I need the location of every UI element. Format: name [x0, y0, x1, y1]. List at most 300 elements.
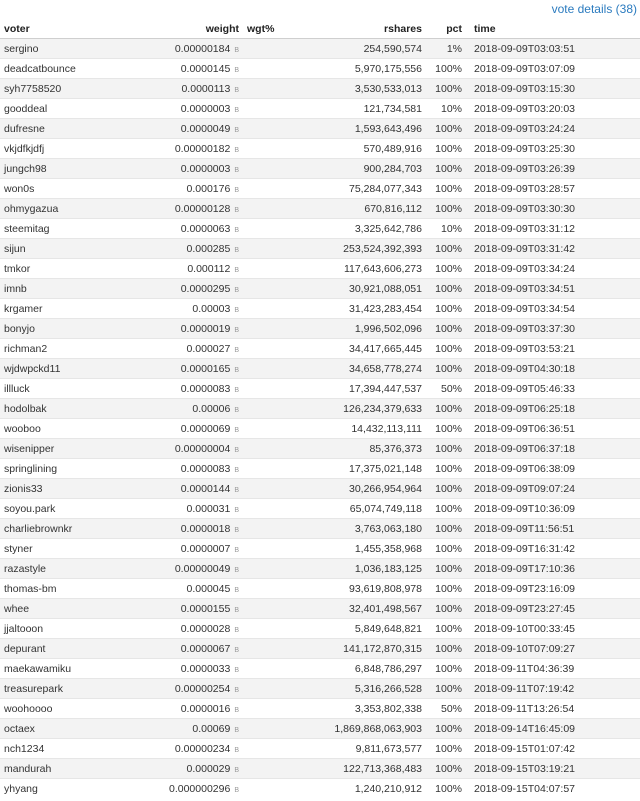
- rshares-cell: 6,848,786,297: [293, 659, 426, 679]
- rshares-cell: 34,658,778,274: [293, 359, 426, 379]
- weight-cell: [118, 639, 243, 659]
- weight-cell: [118, 779, 243, 799]
- voter-link[interactable]: wisenipper: [0, 439, 118, 459]
- rshares-cell: 5,316,266,528: [293, 679, 426, 699]
- weight-unit: B: [234, 326, 239, 334]
- pct-cell: 100%: [426, 519, 466, 539]
- weight-cell: [118, 599, 243, 619]
- weight-cell: [118, 79, 243, 99]
- wgtpct-cell: [243, 599, 293, 619]
- time-cell: 2018-09-09T17:10:36: [466, 559, 640, 579]
- voter-link[interactable]: wooboo: [0, 419, 118, 439]
- table-row: [0, 719, 640, 739]
- weight-cell: [118, 39, 243, 59]
- weight-unit: B: [234, 566, 239, 574]
- weight-unit: B: [234, 526, 239, 534]
- weight-unit: B: [234, 286, 239, 294]
- weight-unit: B: [234, 706, 239, 714]
- pct-cell: 100%: [426, 579, 466, 599]
- wgtpct-cell: [243, 559, 293, 579]
- pct-cell: 100%: [426, 539, 466, 559]
- pct-cell: 100%: [426, 319, 466, 339]
- weight-unit: B: [234, 246, 239, 254]
- rshares-cell: 1,455,358,968: [293, 539, 426, 559]
- voter-link[interactable]: yhyang: [0, 779, 118, 799]
- weight-value: 0.0000165: [180, 362, 231, 375]
- table-row: [0, 619, 640, 639]
- voter-link[interactable]: treasurepark: [0, 679, 118, 699]
- time-cell: 2018-09-09T03:34:24: [466, 259, 640, 279]
- wgtpct-cell: [243, 779, 293, 799]
- weight-unit: B: [234, 106, 239, 114]
- weight-unit: B: [234, 546, 239, 554]
- time-cell: 2018-09-09T03:03:51: [466, 39, 640, 59]
- col-header-weight[interactable]: weight: [118, 20, 243, 39]
- weight-unit: B: [234, 506, 239, 514]
- voter-link[interactable]: jjaltooon: [0, 619, 118, 639]
- rshares-cell: 141,172,870,315: [293, 639, 426, 659]
- table-header-row: [0, 20, 640, 39]
- voter-link[interactable]: tmkor: [0, 259, 118, 279]
- weight-value: 0.000285: [186, 242, 231, 255]
- weight-value: 0.0000083: [180, 382, 231, 395]
- wgtpct-cell: [243, 439, 293, 459]
- table-row: [0, 299, 640, 319]
- weight-cell: [118, 619, 243, 639]
- weight-unit: B: [234, 426, 239, 434]
- weight-unit: B: [234, 46, 239, 54]
- wgtpct-cell: [243, 399, 293, 419]
- rshares-cell: 5,849,648,821: [293, 619, 426, 639]
- time-cell: 2018-09-09T05:46:33: [466, 379, 640, 399]
- wgtpct-cell: [243, 119, 293, 139]
- weight-cell: [118, 299, 243, 319]
- voter-link[interactable]: charliebrownkr: [0, 519, 118, 539]
- time-cell: 2018-09-09T03:15:30: [466, 79, 640, 99]
- weight-unit: B: [234, 686, 239, 694]
- col-header-pct[interactable]: pct: [426, 20, 466, 39]
- wgtpct-cell: [243, 139, 293, 159]
- pct-cell: 100%: [426, 279, 466, 299]
- rshares-cell: 121,734,581: [293, 99, 426, 119]
- pct-cell: 100%: [426, 599, 466, 619]
- time-cell: 2018-09-09T23:16:09: [466, 579, 640, 599]
- wgtpct-cell: [243, 299, 293, 319]
- wgtpct-cell: [243, 259, 293, 279]
- table-row: [0, 499, 640, 519]
- rshares-cell: 85,376,373: [293, 439, 426, 459]
- rshares-cell: 34,417,665,445: [293, 339, 426, 359]
- table-row: [0, 179, 640, 199]
- voter-link[interactable]: soyou.park: [0, 499, 118, 519]
- voter-link[interactable]: depurant: [0, 639, 118, 659]
- voter-link[interactable]: illluck: [0, 379, 118, 399]
- table-row: [0, 459, 640, 479]
- time-cell: 2018-09-09T10:36:09: [466, 499, 640, 519]
- weight-cell: [118, 719, 243, 739]
- rshares-cell: 31,423,283,454: [293, 299, 426, 319]
- weight-cell: [118, 359, 243, 379]
- weight-unit: B: [234, 406, 239, 414]
- voter-link[interactable]: mandurah: [0, 759, 118, 779]
- wgtpct-cell: [243, 739, 293, 759]
- voter-link[interactable]: hodolbak: [0, 399, 118, 419]
- voter-link[interactable]: imnb: [0, 279, 118, 299]
- time-cell: 2018-09-09T09:07:24: [466, 479, 640, 499]
- rshares-cell: 14,432,113,111: [293, 419, 426, 439]
- vote-details-link[interactable]: vote details (38): [551, 2, 637, 16]
- wgtpct-cell: [243, 499, 293, 519]
- time-cell: 2018-09-09T04:30:18: [466, 359, 640, 379]
- table-row: [0, 779, 640, 799]
- pct-cell: 100%: [426, 459, 466, 479]
- weight-value: 0.0000007: [180, 542, 231, 555]
- weight-value: 0.000029: [186, 762, 231, 775]
- weight-value: 0.00000184: [174, 42, 231, 55]
- time-cell: 2018-09-09T16:31:42: [466, 539, 640, 559]
- weight-value: 0.0000028: [180, 622, 231, 635]
- weight-unit: B: [234, 126, 239, 134]
- time-cell: 2018-09-14T16:45:09: [466, 719, 640, 739]
- rshares-cell: 75,284,077,343: [293, 179, 426, 199]
- weight-cell: [118, 539, 243, 559]
- voter-link[interactable]: styner: [0, 539, 118, 559]
- table-row: [0, 99, 640, 119]
- pct-cell: 100%: [426, 399, 466, 419]
- time-cell: 2018-09-11T04:36:39: [466, 659, 640, 679]
- weight-unit: B: [234, 386, 239, 394]
- table-row: [0, 559, 640, 579]
- voter-link[interactable]: sergino: [0, 39, 118, 59]
- rshares-cell: 1,593,643,496: [293, 119, 426, 139]
- time-cell: 2018-09-09T23:27:45: [466, 599, 640, 619]
- rshares-cell: 9,811,673,577: [293, 739, 426, 759]
- wgtpct-cell: [243, 99, 293, 119]
- wgtpct-cell: [243, 419, 293, 439]
- col-header-wgtpct[interactable]: wgt%: [243, 20, 293, 39]
- rshares-cell: 3,353,802,338: [293, 699, 426, 719]
- wgtpct-cell: [243, 319, 293, 339]
- weight-value: 0.0000067: [180, 642, 231, 655]
- rshares-cell: 117,643,606,273: [293, 259, 426, 279]
- table-row: [0, 319, 640, 339]
- weight-cell: [118, 579, 243, 599]
- weight-cell: [118, 499, 243, 519]
- weight-value: 0.0000155: [180, 602, 231, 615]
- wgtpct-cell: [243, 619, 293, 639]
- weight-cell: [118, 179, 243, 199]
- weight-cell: [118, 199, 243, 219]
- col-header-time[interactable]: time: [466, 20, 640, 39]
- voter-link[interactable]: jungch98: [0, 159, 118, 179]
- voter-link[interactable]: woohoooo: [0, 699, 118, 719]
- voter-link[interactable]: dufresne: [0, 119, 118, 139]
- wgtpct-cell: [243, 679, 293, 699]
- wgtpct-cell: [243, 339, 293, 359]
- time-cell: 2018-09-09T03:24:24: [466, 119, 640, 139]
- pct-cell: 100%: [426, 719, 466, 739]
- voter-link[interactable]: steemitag: [0, 219, 118, 239]
- pct-cell: 50%: [426, 379, 466, 399]
- wgtpct-cell: [243, 459, 293, 479]
- wgtpct-cell: [243, 479, 293, 499]
- weight-value: 0.00003: [192, 302, 231, 315]
- table-row: [0, 599, 640, 619]
- weight-value: 0.0000295: [180, 282, 231, 295]
- weight-cell: [118, 279, 243, 299]
- weight-value: 0.0000003: [180, 162, 231, 175]
- voter-link[interactable]: nch1234: [0, 739, 118, 759]
- table-row: [0, 119, 640, 139]
- table-row: [0, 439, 640, 459]
- weight-unit: B: [234, 146, 239, 154]
- voter-link[interactable]: zionis33: [0, 479, 118, 499]
- voter-link[interactable]: whee: [0, 599, 118, 619]
- table-row: [0, 279, 640, 299]
- pct-cell: 100%: [426, 119, 466, 139]
- voter-link[interactable]: syh7758520: [0, 79, 118, 99]
- weight-value: 0.000027: [186, 342, 231, 355]
- weight-cell: [118, 679, 243, 699]
- pct-cell: 100%: [426, 159, 466, 179]
- voter-link[interactable]: deadcatbounce: [0, 59, 118, 79]
- table-row: [0, 739, 640, 759]
- rshares-cell: 30,921,088,051: [293, 279, 426, 299]
- weight-cell: [118, 159, 243, 179]
- weight-unit: B: [234, 186, 239, 194]
- table-row: [0, 479, 640, 499]
- table-row: [0, 259, 640, 279]
- weight-unit: B: [234, 166, 239, 174]
- pct-cell: 10%: [426, 219, 466, 239]
- weight-cell: [118, 399, 243, 419]
- time-cell: 2018-09-09T06:37:18: [466, 439, 640, 459]
- wgtpct-cell: [243, 39, 293, 59]
- weight-cell: [118, 219, 243, 239]
- table-row: [0, 339, 640, 359]
- wgtpct-cell: [243, 279, 293, 299]
- col-header-voter[interactable]: voter: [0, 20, 118, 39]
- voter-link[interactable]: thomas-bm: [0, 579, 118, 599]
- time-cell: 2018-09-15T01:07:42: [466, 739, 640, 759]
- time-cell: 2018-09-10T00:33:45: [466, 619, 640, 639]
- weight-value: 0.000176: [186, 182, 231, 195]
- table-row: [0, 379, 640, 399]
- weight-cell: [118, 239, 243, 259]
- voter-link[interactable]: won0s: [0, 179, 118, 199]
- time-cell: 2018-09-09T03:31:42: [466, 239, 640, 259]
- pct-cell: 100%: [426, 779, 466, 799]
- rshares-cell: 3,530,533,013: [293, 79, 426, 99]
- rshares-cell: 570,489,916: [293, 139, 426, 159]
- table-row: [0, 659, 640, 679]
- table-row: [0, 399, 640, 419]
- wgtpct-cell: [243, 759, 293, 779]
- rshares-cell: 32,401,498,567: [293, 599, 426, 619]
- weight-value: 0.0000145: [180, 62, 231, 75]
- wgtpct-cell: [243, 539, 293, 559]
- weight-unit: B: [234, 366, 239, 374]
- table-row: [0, 699, 640, 719]
- pct-cell: 100%: [426, 619, 466, 639]
- table-row: [0, 159, 640, 179]
- pct-cell: 100%: [426, 419, 466, 439]
- voter-link[interactable]: springlining: [0, 459, 118, 479]
- weight-unit: B: [234, 446, 239, 454]
- voter-link[interactable]: gooddeal: [0, 99, 118, 119]
- weight-value: 0.0000003: [180, 102, 231, 115]
- table-row: [0, 579, 640, 599]
- time-cell: 2018-09-11T13:26:54: [466, 699, 640, 719]
- voter-link[interactable]: bonyjo: [0, 319, 118, 339]
- weight-value: 0.0000083: [180, 462, 231, 475]
- weight-unit: B: [234, 206, 239, 214]
- wgtpct-cell: [243, 79, 293, 99]
- weight-value: 0.0000033: [180, 662, 231, 675]
- weight-cell: [118, 259, 243, 279]
- weight-unit: B: [234, 306, 239, 314]
- rshares-cell: 93,619,808,978: [293, 579, 426, 599]
- wgtpct-cell: [243, 519, 293, 539]
- weight-value: 0.0000113: [181, 82, 231, 95]
- voter-link[interactable]: sijun: [0, 239, 118, 259]
- weight-unit: B: [234, 86, 239, 94]
- weight-value: 0.00000049: [174, 562, 231, 575]
- wgtpct-cell: [243, 659, 293, 679]
- col-header-rshares[interactable]: rshares: [293, 20, 426, 39]
- table-row: [0, 79, 640, 99]
- time-cell: 2018-09-09T03:28:57: [466, 179, 640, 199]
- weight-cell: [118, 419, 243, 439]
- weight-cell: [118, 479, 243, 499]
- rshares-cell: 122,713,368,483: [293, 759, 426, 779]
- table-row: [0, 419, 640, 439]
- voter-link[interactable]: maekawamiku: [0, 659, 118, 679]
- table-row: [0, 39, 640, 59]
- rshares-cell: 253,524,392,393: [293, 239, 426, 259]
- weight-unit: B: [234, 786, 239, 794]
- rshares-cell: 17,375,021,148: [293, 459, 426, 479]
- weight-value: 0.0000019: [180, 322, 231, 335]
- weight-value: 0.0000144: [180, 482, 231, 495]
- pct-cell: 100%: [426, 259, 466, 279]
- voter-link[interactable]: octaex: [0, 719, 118, 739]
- weight-value: 0.00000182: [174, 142, 231, 155]
- weight-cell: [118, 759, 243, 779]
- voter-link[interactable]: richman2: [0, 339, 118, 359]
- weight-value: 0.0000069: [180, 422, 231, 435]
- weight-unit: B: [234, 486, 239, 494]
- weight-cell: [118, 319, 243, 339]
- table-row: [0, 539, 640, 559]
- rshares-cell: 3,325,642,786: [293, 219, 426, 239]
- rshares-cell: 254,590,574: [293, 39, 426, 59]
- pct-cell: 100%: [426, 359, 466, 379]
- time-cell: 2018-09-09T03:25:30: [466, 139, 640, 159]
- time-cell: 2018-09-11T07:19:42: [466, 679, 640, 699]
- time-cell: 2018-09-10T07:09:27: [466, 639, 640, 659]
- pct-cell: 1%: [426, 39, 466, 59]
- weight-unit: B: [234, 746, 239, 754]
- weight-cell: [118, 99, 243, 119]
- weight-cell: [118, 59, 243, 79]
- pct-cell: 100%: [426, 59, 466, 79]
- voter-link[interactable]: razastyle: [0, 559, 118, 579]
- pct-cell: 100%: [426, 179, 466, 199]
- wgtpct-cell: [243, 379, 293, 399]
- pct-cell: 100%: [426, 339, 466, 359]
- pct-cell: 100%: [426, 139, 466, 159]
- weight-unit: B: [234, 726, 239, 734]
- table-row: [0, 679, 640, 699]
- weight-value: 0.0000049: [180, 122, 231, 135]
- weight-cell: [118, 559, 243, 579]
- pct-cell: 100%: [426, 639, 466, 659]
- table-row: [0, 759, 640, 779]
- time-cell: 2018-09-09T03:37:30: [466, 319, 640, 339]
- table-body: [0, 39, 640, 799]
- weight-cell: [118, 459, 243, 479]
- weight-unit: B: [234, 766, 239, 774]
- wgtpct-cell: [243, 59, 293, 79]
- time-cell: 2018-09-09T03:20:03: [466, 99, 640, 119]
- time-cell: 2018-09-09T06:36:51: [466, 419, 640, 439]
- weight-unit: B: [234, 666, 239, 674]
- voter-link[interactable]: ohmygazua: [0, 199, 118, 219]
- weight-value: 0.0000018: [180, 522, 231, 535]
- rshares-cell: 3,763,063,180: [293, 519, 426, 539]
- pct-cell: 100%: [426, 199, 466, 219]
- table-row: [0, 59, 640, 79]
- wgtpct-cell: [243, 719, 293, 739]
- weight-value: 0.0000063: [180, 222, 231, 235]
- weight-unit: B: [234, 226, 239, 234]
- rshares-cell: 900,284,703: [293, 159, 426, 179]
- wgtpct-cell: [243, 359, 293, 379]
- weight-cell: [118, 519, 243, 539]
- voter-link[interactable]: krgamer: [0, 299, 118, 319]
- weight-value: 0.00006: [192, 402, 231, 415]
- wgtpct-cell: [243, 579, 293, 599]
- rshares-cell: 17,394,447,537: [293, 379, 426, 399]
- weight-unit: B: [234, 626, 239, 634]
- time-cell: 2018-09-09T03:31:12: [466, 219, 640, 239]
- time-cell: 2018-09-15T04:07:57: [466, 779, 640, 799]
- voter-link[interactable]: vkjdfkjdfj: [0, 139, 118, 159]
- wgtpct-cell: [243, 639, 293, 659]
- voter-link[interactable]: wjdwpckd11: [0, 359, 118, 379]
- weight-unit: B: [234, 586, 239, 594]
- pct-cell: 100%: [426, 679, 466, 699]
- weight-cell: [118, 699, 243, 719]
- weight-value: 0.000031: [186, 502, 231, 515]
- time-cell: 2018-09-09T03:07:09: [466, 59, 640, 79]
- table-row: [0, 359, 640, 379]
- pct-cell: 100%: [426, 739, 466, 759]
- weight-value: 0.00000128: [174, 202, 231, 215]
- header-bar: [0, 0, 640, 20]
- weight-value: 0.00000234: [174, 742, 231, 755]
- weight-cell: [118, 379, 243, 399]
- time-cell: 2018-09-09T11:56:51: [466, 519, 640, 539]
- wgtpct-cell: [243, 239, 293, 259]
- table-row: [0, 519, 640, 539]
- table-row: [0, 239, 640, 259]
- time-cell: 2018-09-15T03:19:21: [466, 759, 640, 779]
- wgtpct-cell: [243, 199, 293, 219]
- pct-cell: 100%: [426, 499, 466, 519]
- pct-cell: 100%: [426, 79, 466, 99]
